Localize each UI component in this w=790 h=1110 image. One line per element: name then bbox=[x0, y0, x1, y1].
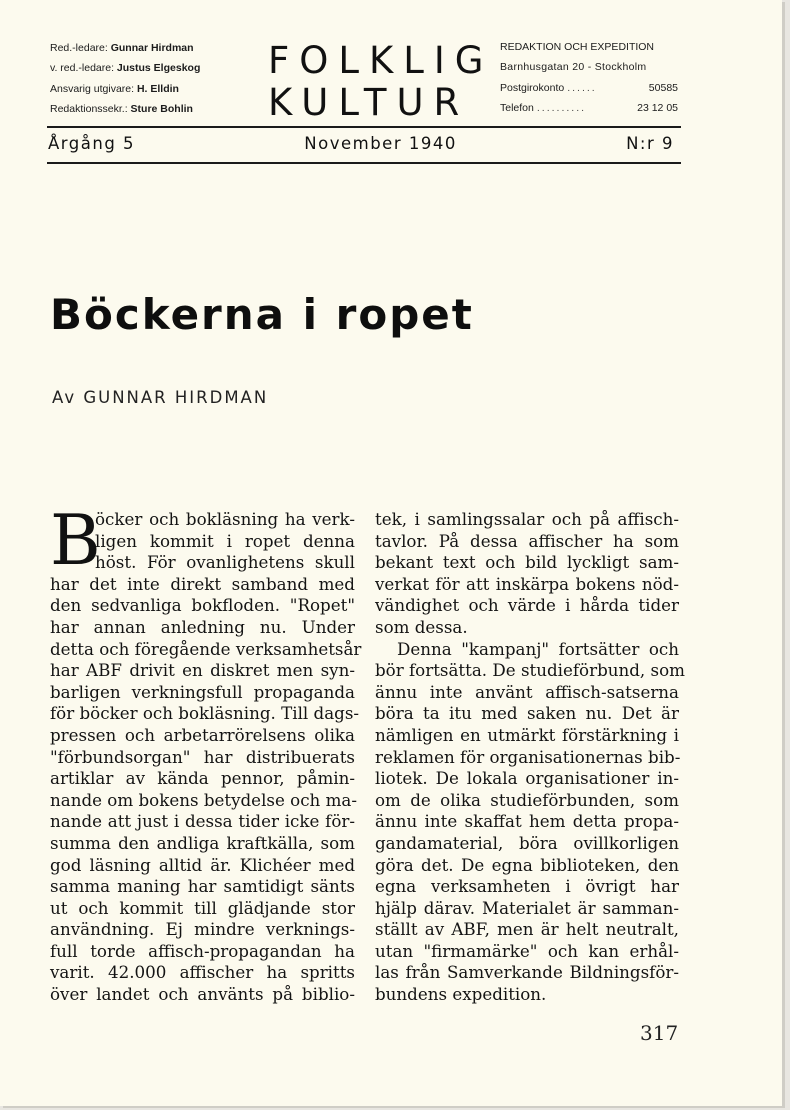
article-column-left bbox=[50, 501, 362, 1006]
top-rule bbox=[47, 126, 681, 128]
drop-cap: B bbox=[50, 501, 101, 581]
text-line: för böcker och bokläsning. Till dags- bbox=[50, 703, 360, 724]
text-line: över landet och använts på biblio- bbox=[50, 984, 355, 1005]
magazine-title-line1: FOLKLIG bbox=[268, 39, 494, 82]
text-line: las från Samverkande Bildningsför- bbox=[375, 962, 679, 983]
contact-address: Barnhusgatan 20 - Stockholm bbox=[500, 61, 647, 74]
staff-row: Ansvarig utgivare: H. Elldin bbox=[50, 82, 179, 95]
text-line: "förbundsorgan" har distribuerats bbox=[50, 746, 355, 767]
article-title: Böckerna i ropet bbox=[50, 290, 474, 339]
text-line: artiklar av kända pennor, påmin- bbox=[50, 768, 355, 789]
text-line: pressen och arbetarrörelsens olika bbox=[50, 724, 355, 745]
text-line: ställt av ABF, men är helt neutralt, bbox=[375, 919, 679, 940]
text-line: bör fortsätta. De studieförbund, som bbox=[375, 660, 685, 681]
text-line: som dessa. bbox=[375, 616, 468, 637]
staff-row: v. red.-ledare: Justus Elgeskog bbox=[50, 62, 201, 75]
leader-dots: ...... bbox=[567, 81, 597, 94]
text-line: detta och föregående verksamhetsår bbox=[50, 638, 362, 659]
text-line: hjälp därav. Materialet är samman- bbox=[375, 897, 679, 918]
text-line: ligen kommit i ropet denna bbox=[95, 530, 355, 551]
text-line: bekant text och bild lyckligt sam- bbox=[375, 552, 679, 573]
text-line: verkat för att inskärpa bokens nöd- bbox=[375, 573, 679, 594]
volume-label: Årgång 5 bbox=[48, 134, 136, 153]
text-line: tek, i samlingssalar och på affisch- bbox=[375, 509, 679, 529]
text-line: ut och kommit till glädjande stor bbox=[50, 897, 355, 918]
text-line: höst. För ovanlighetens skull bbox=[95, 552, 355, 573]
text-line: nande om bokens betydelse och ma- bbox=[50, 789, 357, 810]
masthead-staff-list bbox=[50, 38, 240, 120]
issue-info bbox=[48, 134, 674, 153]
text-line: nande att just i dessa tider icke för- bbox=[50, 811, 355, 832]
page-number: 317 bbox=[640, 1021, 679, 1045]
article-byline: Av GUNNAR HIRDMAN bbox=[52, 388, 269, 407]
text-line: liotek. De lokala organisationer in- bbox=[375, 768, 679, 789]
text-line: barligen verkningsfull propaganda bbox=[50, 681, 355, 702]
text-line: har det inte direkt samband med bbox=[50, 573, 355, 594]
bottom-rule bbox=[47, 162, 681, 164]
text-line: göra det. De egna biblioteken, den bbox=[375, 854, 679, 875]
staff-row: Redaktionssekr.: Sture Bohlin bbox=[50, 103, 193, 116]
leader-dots: .......... bbox=[536, 102, 587, 115]
magazine-title-line2: KULTUR bbox=[268, 81, 470, 124]
issue-date: November 1940 bbox=[304, 134, 457, 153]
article-column-right bbox=[375, 509, 685, 1006]
masthead-contact bbox=[500, 37, 678, 119]
staff-row: Red.-ledare: Gunnar Hirdman bbox=[50, 42, 194, 54]
text-line: reklamen för organisationernas bib- bbox=[375, 746, 681, 767]
text-line: Denna "kampanj" fortsätter och bbox=[397, 638, 679, 659]
text-line: böra ta itu med saken nu. Det är bbox=[375, 703, 679, 724]
text-line: användning. Ej mindre verknings- bbox=[50, 919, 355, 940]
text-line: gandamaterial, böra ovillkorligen bbox=[375, 832, 679, 853]
text-line: har annan anledning nu. Under bbox=[50, 616, 355, 637]
text-line: god läsning alltid är. Klichéer med bbox=[50, 854, 355, 875]
text-line: öcker och bokläsning ha verk- bbox=[95, 509, 355, 529]
text-line: summa den andliga kraftkälla, som bbox=[50, 832, 355, 853]
text-line: tavlor. På dessa affischer ha som bbox=[375, 530, 679, 551]
text-line: samma maning har samtidigt sänts bbox=[50, 876, 355, 897]
text-line: vändighet och värde i hårda tider bbox=[375, 595, 679, 616]
text-line: full torde affisch-propagandan ha bbox=[50, 940, 355, 961]
text-line: har ABF drivit en diskret men syn- bbox=[50, 660, 355, 681]
text-line: ännu inte använt affisch-satserna bbox=[375, 681, 679, 702]
text-line: utan "firmamärke" och kan erhål- bbox=[375, 940, 679, 961]
postgiro-row: Postgirokonto ...... 50585 bbox=[500, 78, 678, 98]
magazine-title bbox=[268, 39, 494, 124]
text-line: den sedvanliga bokfloden. "Ropet" bbox=[50, 595, 355, 616]
text-line: egna verksamheten i övrigt har bbox=[375, 876, 679, 897]
text-line: om de olika studieförbunden, som bbox=[375, 789, 679, 810]
text-line: ännu inte skaffat hem detta propa- bbox=[375, 811, 679, 832]
phone-row: Telefon .......... 23 12 05 bbox=[500, 98, 678, 118]
text-line: bundens expedition. bbox=[375, 984, 547, 1005]
text-line: nämligen en utmärkt förstärkning i bbox=[375, 724, 679, 745]
issue-number: N:r 9 bbox=[626, 134, 674, 153]
text-line: varit. 42.000 affischer ha spritts bbox=[50, 962, 355, 983]
contact-heading: REDAKTION OCH EXPEDITION bbox=[500, 41, 655, 53]
